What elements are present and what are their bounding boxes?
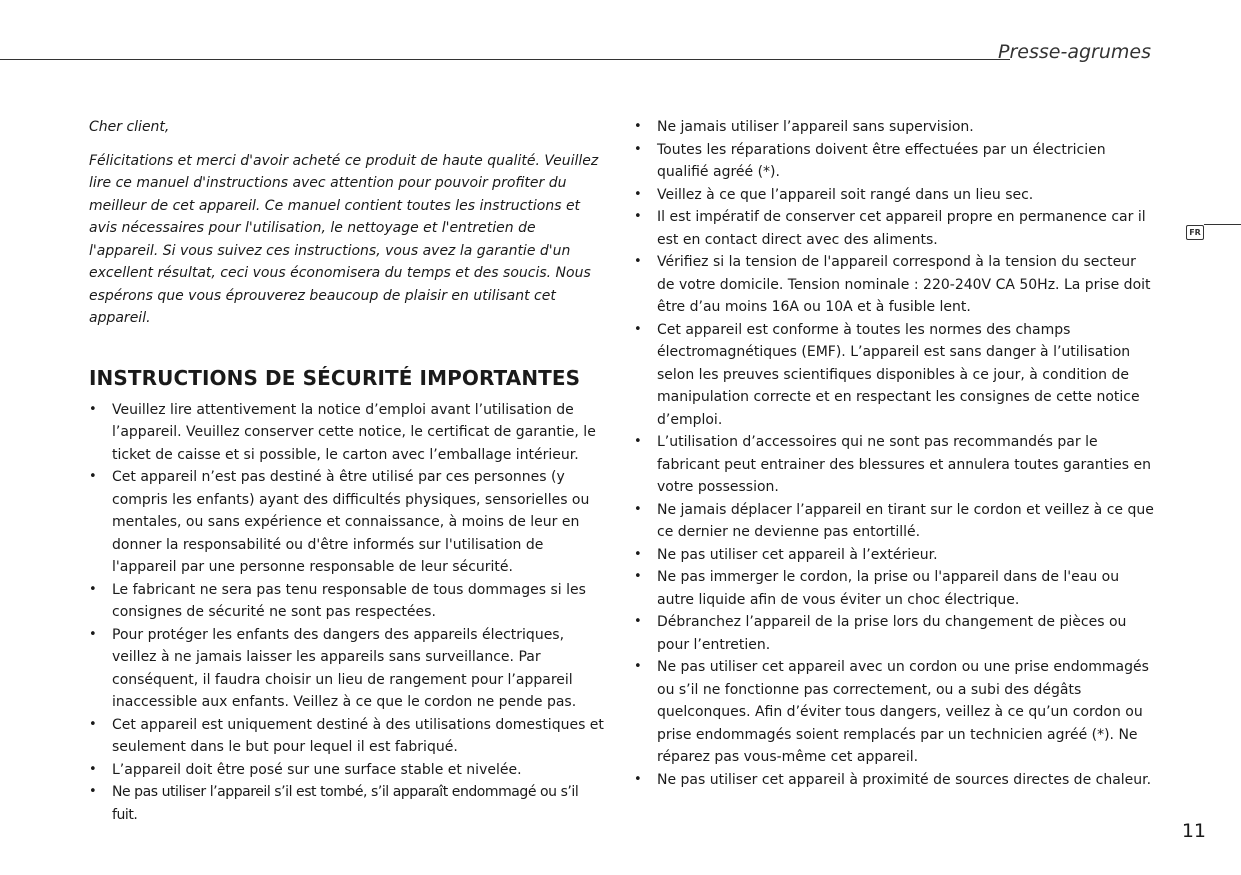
bullet-icon: • [89,401,97,417]
bullet-icon: • [89,469,97,484]
bullet-icon: • [634,614,642,629]
page-header-title: Presse-agrumes [998,41,1151,63]
page-number: 11 [1181,820,1206,842]
list-item [89,714,607,759]
list-item-text: Le fabricant ne sera pas tenu responsable de tous dommages si les consignes de sécurité ne sont pas respectées. [112,581,586,620]
list-item [634,544,1156,567]
header-rule [0,59,1010,60]
list-item-text: Vérifiez si la tension de l'appareil correspond à la tension du secteur de votre domicile. Tension nominale : 220-240V CA 50Hz. La prise doit être d’au moins 16A ou 10A et à fusible lent. [657,254,1151,315]
safety-list-right [634,116,1156,791]
list-item [634,184,1156,207]
bullet-icon: • [634,434,642,449]
bullet-icon: • [634,321,642,337]
list-item [634,116,1156,139]
list-item-text: Ne jamais déplacer l’appareil en tirant sur le cordon et veillez à ce que ce dernier ne devienne pas entortillé. [657,501,1154,540]
list-item-text: Toutes les réparations doivent être effectuées par un électricien qualifié agréé (*). [657,141,1106,180]
bullet-icon: • [634,119,642,134]
list-item [634,566,1156,611]
list-item [634,611,1156,656]
safety-section-title: INSTRUCTIONS DE SÉCURITÉ IMPORTANTES [89,365,581,390]
list-item-text: Ne pas utiliser cet appareil à proximité de sources directes de chaleur. [657,771,1152,788]
language-tab-rule [1204,224,1241,225]
list-item [634,139,1156,184]
list-item [634,656,1156,769]
list-item [89,399,607,467]
bullet-icon: • [634,141,642,157]
list-item [89,579,607,624]
list-item-text: Il est impératif de conserver cet appareil propre en permanence car il est en contact direct avec des aliments. [657,209,1146,248]
bullet-icon: • [634,771,642,787]
bullet-icon: • [89,761,97,777]
left-column [89,116,607,826]
bullet-icon: • [634,209,642,224]
safety-list-left [89,399,607,827]
list-item-text: Ne pas immerger le cordon, la prise ou l'appareil dans de l'eau ou autre liquide afin de vous éviter un choc électrique. [657,569,1120,608]
list-item-text: Ne pas utiliser l’appareil s’il est tombé, s’il apparaît endommagé ou s’il fuit. [112,784,579,823]
right-column [634,116,1156,791]
list-item [634,769,1156,792]
list-item [89,466,607,579]
bullet-icon: • [89,626,97,642]
list-item [89,781,607,826]
list-item-text: Veillez à ce que l’appareil soit rangé dans un lieu sec. [657,186,1034,203]
list-item-text: Veuillez lire attentivement la notice d’emploi avant l’utilisation de l’appareil. Veuillez conserver cette notice, le certificat de garantie, le ticket de caisse et si possible, le carton avec l’emballage intérieur. [112,401,596,463]
list-item-text: Cet appareil n’est pas destiné à être utilisé par ces personnes (y compris les enfants) ayant des difficultés physiques, sensorielles ou mentales, ou sans expérience et connaissance, à moins de leur en donner la responsabilité ou d'être informés sur l'utilisation de l'appareil par une personne responsable de leur sécurité. [112,469,590,575]
language-tag: FR [1186,225,1204,240]
intro-paragraph: Félicitations et merci d'avoir acheté ce produit de haute qualité. Veuillez lire ce manuel d'instructions avec attention pour pouvoir profiter du meilleur de cet appareil. Ce manuel contient toutes les instructions et avis nécessaires pour l'utilisation, le nettoyage et l'entretien de l'appareil. Si vous suivez ces instructions, vous avez la garantie d'un excellent résultat, ceci vous économisera du temps et des soucis. Nous espérons que vous éprouverez beaucoup de plaisir en utilisant cet appareil. [89,152,599,326]
list-item-text: Pour protéger les enfants des dangers des appareils électriques, veillez à ne jamais laisser les appareils sans surveillance. Par conséquent, il faudra choisir un lieu de rangement pour l’appareil inaccessible aux enfants. Veillez à ce que le cordon ne pende pas. [112,626,577,710]
list-item [89,624,607,714]
bullet-icon: • [634,501,642,517]
bullet-icon: • [89,716,97,732]
list-item-text: Ne jamais utiliser l’appareil sans supervision. [657,119,974,135]
bullet-icon: • [634,254,642,269]
intro-salutation: Cher client, [89,119,170,135]
list-item-text: Cet appareil est conforme à toutes les normes des champs électromagnétiques (EMF). L’appareil est sans danger à l’utilisation selon les preuves scientifiques disponibles à ce jour, à condition de manipulation correcte et en respectant les consignes de cette notice d’emploi. [657,321,1140,428]
bullet-icon: • [634,569,642,584]
bullet-icon: • [634,546,642,562]
list-item [634,499,1156,544]
list-item [634,431,1156,499]
bullet-icon: • [634,659,642,674]
list-item-text: Ne pas utiliser cet appareil à l’extérieur. [657,546,938,563]
list-item-text: L’appareil doit être posé sur une surface stable et nivelée. [112,761,522,778]
list-item [634,319,1156,432]
bullet-icon: • [634,186,642,202]
list-item [634,251,1156,319]
list-item-text: L’utilisation d’accessoires qui ne sont pas recommandés par le fabricant peut entrainer des blessures et annulera toutes garanties en votre possession. [657,434,1151,495]
list-item [89,759,607,782]
list-item [634,206,1156,251]
list-item-text: Cet appareil est uniquement destiné à des utilisations domestiques et seulement dans le but pour lequel il est fabriqué. [112,716,604,755]
list-item-text: Ne pas utiliser cet appareil avec un cordon ou une prise endommagés ou s’il ne fonctionne pas correctement, ou a subi des dégâts quelconques. Afin d’éviter tous dangers, veillez à ce qu’un cordon ou prise endommagés soient remplacés par un technicien agréé (*). Ne réparez pas vous-même cet appareil. [657,659,1149,765]
bullet-icon: • [89,784,97,799]
list-item-text: Débranchez l’appareil de la prise lors du changement de pièces ou pour l’entretien. [657,614,1127,653]
bullet-icon: • [89,581,97,597]
